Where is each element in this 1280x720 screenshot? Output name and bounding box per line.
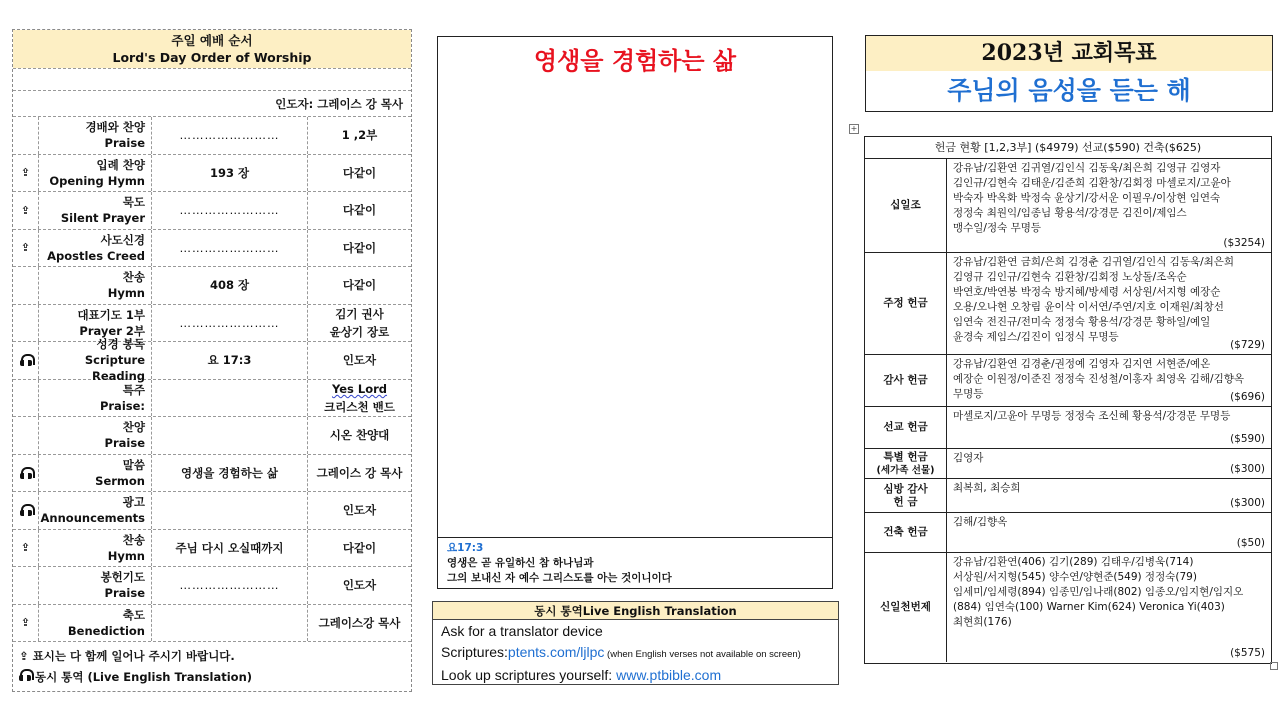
order-title-en: Lord's Day Order of Worship: [112, 50, 312, 65]
verse-reference: 요17:3: [447, 542, 484, 554]
scriptures-note: (when English verses not available on screen): [604, 649, 801, 660]
offering-label-cell: [865, 449, 947, 478]
order-of-worship-panel: [12, 29, 412, 692]
item-name-ko: 말씀: [122, 457, 145, 472]
item-name-en: Sermon: [95, 473, 145, 488]
offering-row: [865, 513, 1271, 553]
order-icon-cell: [13, 155, 39, 192]
item-name-ko: 봉헌기도: [100, 570, 145, 585]
offering-amount: ($729): [1230, 339, 1265, 351]
order-row: [13, 567, 411, 605]
order-name-cell: [39, 567, 152, 604]
offering-row: [865, 253, 1271, 355]
leader-name: 그레이스강 목사: [318, 615, 401, 630]
donor-line: 김영자: [953, 452, 984, 464]
translation-heading: 동시 통역Live English Translation: [433, 602, 838, 620]
order-row: [13, 337, 411, 384]
order-title-ko: 주일 예배 순서: [171, 33, 253, 48]
blank-row: [13, 68, 411, 90]
order-leader-cell: [308, 305, 411, 342]
order-icon-cell: [13, 305, 39, 342]
headphone-icon: [20, 504, 32, 516]
order-name-cell: [39, 267, 152, 304]
donor-line: 박숙자 박옥화 박정숙 윤상기/강서운 이필우/이상현 임연숙: [953, 192, 1221, 204]
order-name-cell: [39, 192, 152, 229]
offering-label-cell: [865, 407, 947, 448]
stand-icon: ⇪: [20, 616, 31, 630]
stand-icon: ⇪: [20, 166, 31, 180]
offering-row: [865, 479, 1271, 513]
item-name-ko: 대표기도 1부: [77, 307, 145, 322]
order-leader-cell: [308, 417, 411, 454]
order-ref-cell: 영생을 경험하는 삶: [152, 455, 308, 492]
offering-label: 주정 헌금: [883, 297, 928, 309]
offering-label-cell: [865, 253, 947, 354]
leader-name: 김기 권사: [335, 306, 384, 321]
leader-name: 다같이: [342, 240, 377, 255]
order-leader-cell: [308, 605, 411, 642]
order-leader-cell: [308, 342, 411, 379]
note-stand: [19, 646, 409, 667]
order-leader-cell: [308, 117, 411, 154]
offering-label: 특별 헌금: [883, 450, 928, 463]
stand-icon: ⇪: [20, 203, 31, 217]
order-ref-cell: [152, 380, 308, 417]
offering-label: 헌 금: [893, 495, 918, 508]
order-row: [13, 117, 411, 155]
item-name-en: Benediction: [67, 623, 145, 638]
translation-line-2: [441, 642, 838, 665]
table-resize-handle-icon[interactable]: [1270, 662, 1278, 670]
offering-label-cell: [865, 479, 947, 512]
leader-name: 인도자: [342, 353, 377, 368]
table-move-handle-icon[interactable]: +: [850, 124, 858, 133]
order-leader-cell: [308, 567, 411, 604]
order-row: [13, 417, 411, 455]
order-row: [13, 155, 411, 193]
order-ref-cell: ……………………: [152, 305, 308, 342]
note-translation: [19, 667, 409, 688]
item-name-en: Hymn: [107, 286, 145, 301]
offering-amount: ($50): [1236, 537, 1265, 549]
order-icon-cell: [13, 417, 39, 454]
order-name-cell: [39, 455, 152, 492]
leader-name: 다같이: [342, 540, 377, 555]
order-leader-cell: [308, 530, 411, 567]
order-name-cell: [39, 155, 152, 192]
offering-header: 헌금 현황 [1,2,3부] ($4979) 선교($590) 건축($625): [865, 137, 1271, 159]
leader-name: 다같이: [342, 203, 377, 218]
translation-body: [433, 620, 838, 686]
order-name-cell: [39, 492, 152, 529]
order-ref-cell: [152, 492, 308, 529]
lookup-label: Look up scriptures yourself:: [441, 667, 617, 683]
item-name-ko: 광고: [122, 495, 145, 510]
donor-line: 윤경숙 제임스/김진이 임정식 무명등: [953, 331, 1119, 343]
offering-label: (세가족 선물): [876, 464, 935, 476]
offering-label-cell: [865, 355, 947, 406]
order-ref-cell: [152, 417, 308, 454]
offering-amount: ($300): [1230, 463, 1265, 475]
verse-area: [438, 537, 832, 588]
offering-row: [865, 553, 1271, 662]
sermon-title: 영생을 경험하는 삶: [533, 47, 737, 75]
offering-label: 감사 헌금: [883, 374, 928, 386]
order-ref-cell: ……………………: [152, 117, 308, 154]
leader-name: 1 ,2부: [341, 128, 378, 143]
item-name-en: Praise: [104, 586, 145, 601]
donor-line: 김인규/김현숙 김태운/김준희 김환창/김회정 마셀로지/고윤아: [953, 177, 1231, 189]
item-name-en: Apostles Creed: [47, 248, 145, 263]
donor-line: 김영규 김인규/김현숙 김환창/김회정 노상돌/조옥순: [953, 271, 1187, 283]
verse-line-2: 그의 보내신 자 예수 그리스도를 아는 것이니이다: [447, 572, 672, 584]
leader-row: 인도자: 그레이스 강 목사: [13, 90, 411, 117]
translation-line-3: [441, 665, 838, 686]
item-name-ko: 특주: [122, 382, 145, 397]
donor-line: 강유남/김환연(406) 김기(289) 김태우/김병욱(714): [953, 556, 1194, 568]
order-rows: [13, 117, 411, 642]
offering-amount: ($575): [1230, 647, 1265, 659]
offering-amount: ($3254): [1223, 237, 1265, 249]
church-goal-panel: [865, 35, 1273, 112]
offering-label-cell: [865, 159, 947, 252]
donor-line: 박연호/박연봉 박정숙 방지혜/방세령 서상원/서지형 예장순: [953, 286, 1221, 298]
item-name-en: Prayer 2부: [79, 323, 145, 338]
order-icon-cell: [13, 605, 39, 642]
order-ref-cell: 193 장: [152, 155, 308, 192]
stand-icon: ⇪: [20, 541, 31, 555]
stand-icon: ⇪: [20, 241, 31, 255]
leader-name: 다같이: [342, 165, 377, 180]
item-name-en: Silent Prayer: [60, 211, 145, 226]
donor-line: 서상원/서지형(545) 양수연/양현준(549) 정정숙(79): [953, 571, 1197, 583]
stand-icon: ⇪: [19, 649, 29, 663]
order-name-cell: [39, 417, 152, 454]
offering-label: 선교 헌금: [883, 421, 928, 433]
order-name-cell: [39, 605, 152, 642]
order-name-cell: [39, 380, 152, 417]
donor-line: 맹수일/정숙 무명등: [953, 222, 1042, 234]
donor-line: 정정숙 최원익/임종님 황용석/강경문 김진이/제임스: [953, 207, 1187, 219]
donor-line: 오용/오나현 오창림 윤이삭 이서연/주연/지호 이재원/최창선: [953, 301, 1224, 313]
leader-name: Yes Lord: [331, 381, 388, 396]
offering-amount: ($300): [1230, 497, 1265, 509]
donor-line: 마셀로지/고윤아 무명등 정정숙 조신혜 황용석/강경문 무명등: [953, 410, 1231, 422]
donor-line: 예장순 이원정/이준진 정정숙 진성철/이홍자 최영옥 김해/김향옥: [953, 373, 1245, 385]
order-icon-cell: [13, 267, 39, 304]
order-leader-cell: [308, 192, 411, 229]
goal-subtitle: 주님의 음성을 듣는 해: [947, 76, 1191, 105]
order-notes: [19, 646, 409, 688]
headphone-icon: [19, 669, 31, 681]
scriptures-link[interactable]: ptents.com/ljlpc: [507, 644, 605, 660]
offering-label-cell: [865, 513, 947, 552]
translation-line-1: Ask for a translator device: [441, 623, 603, 639]
order-ref-cell: 408 장: [152, 267, 308, 304]
offering-label: 건축 헌금: [883, 526, 928, 538]
item-name-ko: 찬송: [122, 532, 145, 547]
donor-line: 강유남/김환연 금희/은희 김경춘 김귀열/김인식 김동욱/최은희: [953, 256, 1235, 268]
donor-line: 무명등: [953, 388, 984, 400]
offering-donors-cell: [947, 513, 1271, 552]
order-header: [13, 30, 411, 68]
donor-line: 강유남/김환연 김귀열/김인식 김동욱/최은희 김영규 김영자: [953, 162, 1221, 174]
offering-amount: ($590): [1230, 433, 1265, 445]
offering-label-cell: [865, 553, 947, 662]
donor-line: 최복희, 최승희: [953, 482, 1021, 494]
leader-name: 인도자: [342, 503, 377, 518]
item-name-ko: 성경 봉독: [96, 337, 145, 352]
order-row: [13, 267, 411, 305]
sermon-panel: [437, 36, 833, 589]
offering-donors-cell: [947, 253, 1271, 354]
order-row: [13, 230, 411, 268]
order-icon-cell: [13, 380, 39, 417]
leader-name: 그레이스 강 목사: [316, 465, 403, 480]
donor-line: 임연숙 전진규/전미숙 정정숙 황용석/강경문 황하일/예일: [953, 316, 1211, 328]
translation-panel: [432, 601, 839, 685]
order-leader-cell: [308, 267, 411, 304]
offering-table: [864, 136, 1272, 664]
offering-row: [865, 407, 1271, 449]
offering-row: [865, 159, 1271, 253]
ptbible-link[interactable]: www.ptbible.com: [616, 667, 722, 683]
offering-donors-cell: [947, 159, 1271, 252]
order-icon-cell: [13, 455, 39, 492]
offering-label: 심방 감사: [883, 482, 928, 495]
donor-line: 임세미/임세령(894) 임종민/임나래(802) 임종오/임지현/임지오: [953, 586, 1244, 598]
offering-donors-cell: [947, 553, 1271, 662]
order-icon-cell: [13, 567, 39, 604]
note-translation-text: 동시 통역 (Live English Translation): [35, 670, 253, 684]
order-row: [13, 380, 411, 418]
item-name-ko: 입례 찬양: [96, 157, 145, 172]
leader-name: 윤상기 장로: [329, 324, 390, 339]
order-leader-cell: [308, 492, 411, 529]
offering-donors-cell: [947, 479, 1271, 512]
order-icon-cell: [13, 192, 39, 229]
item-name-en: Praise: [104, 436, 145, 451]
leader-name: 크리스천 밴드: [324, 399, 395, 414]
offering-label: 신일천번제: [880, 601, 931, 613]
item-name-en: Praise: [104, 136, 145, 151]
item-name-ko: 경배와 찬양: [85, 120, 145, 135]
offering-rows: [865, 159, 1271, 662]
item-name-ko: 찬송: [122, 270, 145, 285]
order-row: [13, 192, 411, 230]
order-name-cell: [39, 117, 152, 154]
order-leader-cell: [308, 155, 411, 192]
order-ref-cell: ……………………: [152, 567, 308, 604]
scriptures-label: Scriptures:: [441, 644, 508, 660]
order-ref-cell: 주님 다시 오실때까지: [152, 530, 308, 567]
donor-line: (884) 임연숙(100) Warner Kim(624) Veronica Yi(403): [953, 601, 1225, 613]
verse-line-1: 영생은 곧 유일하신 참 하나님과: [447, 557, 594, 569]
order-icon-cell: [13, 230, 39, 267]
offering-donors-cell: [947, 355, 1271, 406]
headphone-icon: [20, 354, 32, 366]
offering-row: [865, 449, 1271, 479]
offering-label: 십일조: [890, 199, 921, 211]
item-name-en: Opening Hymn: [49, 173, 145, 188]
leader-name: 시온 찬양대: [329, 428, 390, 443]
order-icon-cell: [13, 117, 39, 154]
donor-line: 강유남/김환연 김경춘/권정예 김영자 김지연 서현준/예온: [953, 358, 1211, 370]
order-row: [13, 492, 411, 530]
headphone-icon: [20, 467, 32, 479]
offering-row: [865, 355, 1271, 407]
donor-line: 최현희(176): [953, 616, 1012, 628]
order-icon-cell: [13, 492, 39, 529]
order-name-cell: [39, 530, 152, 567]
goal-heading: 2023년 교회목표: [866, 36, 1272, 71]
item-name-en: Announcements: [40, 511, 145, 526]
order-name-cell: [39, 337, 152, 384]
order-icon-cell: [13, 342, 39, 379]
order-row: [13, 605, 411, 643]
offering-donors-cell: [947, 449, 1271, 478]
offering-donors-cell: [947, 407, 1271, 448]
order-row: [13, 530, 411, 568]
item-name-ko: 찬양: [122, 420, 145, 435]
item-name-en: Scripture Reading: [84, 353, 145, 384]
offering-amount: ($696): [1230, 391, 1265, 403]
order-leader-cell: [308, 230, 411, 267]
item-name-en: Hymn: [107, 548, 145, 563]
item-name-ko: 묵도: [122, 195, 145, 210]
order-row: [13, 455, 411, 493]
item-name-en: Praise:: [99, 398, 145, 413]
item-name-ko: 축도: [122, 607, 145, 622]
item-name-ko: 사도신경: [100, 232, 145, 247]
order-ref-cell: ……………………: [152, 230, 308, 267]
donor-line: 김해/김향옥: [953, 516, 1008, 528]
order-leader-cell: [308, 455, 411, 492]
order-leader-cell: [308, 380, 411, 417]
leader-name: 다같이: [342, 278, 377, 293]
note-stand-text: 표시는 다 함께 일어나 주시기 바랍니다.: [32, 649, 235, 663]
order-icon-cell: [13, 530, 39, 567]
leader-name: 인도자: [342, 578, 377, 593]
order-name-cell: [39, 230, 152, 267]
order-ref-cell: ……………………: [152, 192, 308, 229]
order-ref-cell: [152, 605, 308, 642]
order-ref-cell: 요 17:3: [152, 342, 308, 379]
